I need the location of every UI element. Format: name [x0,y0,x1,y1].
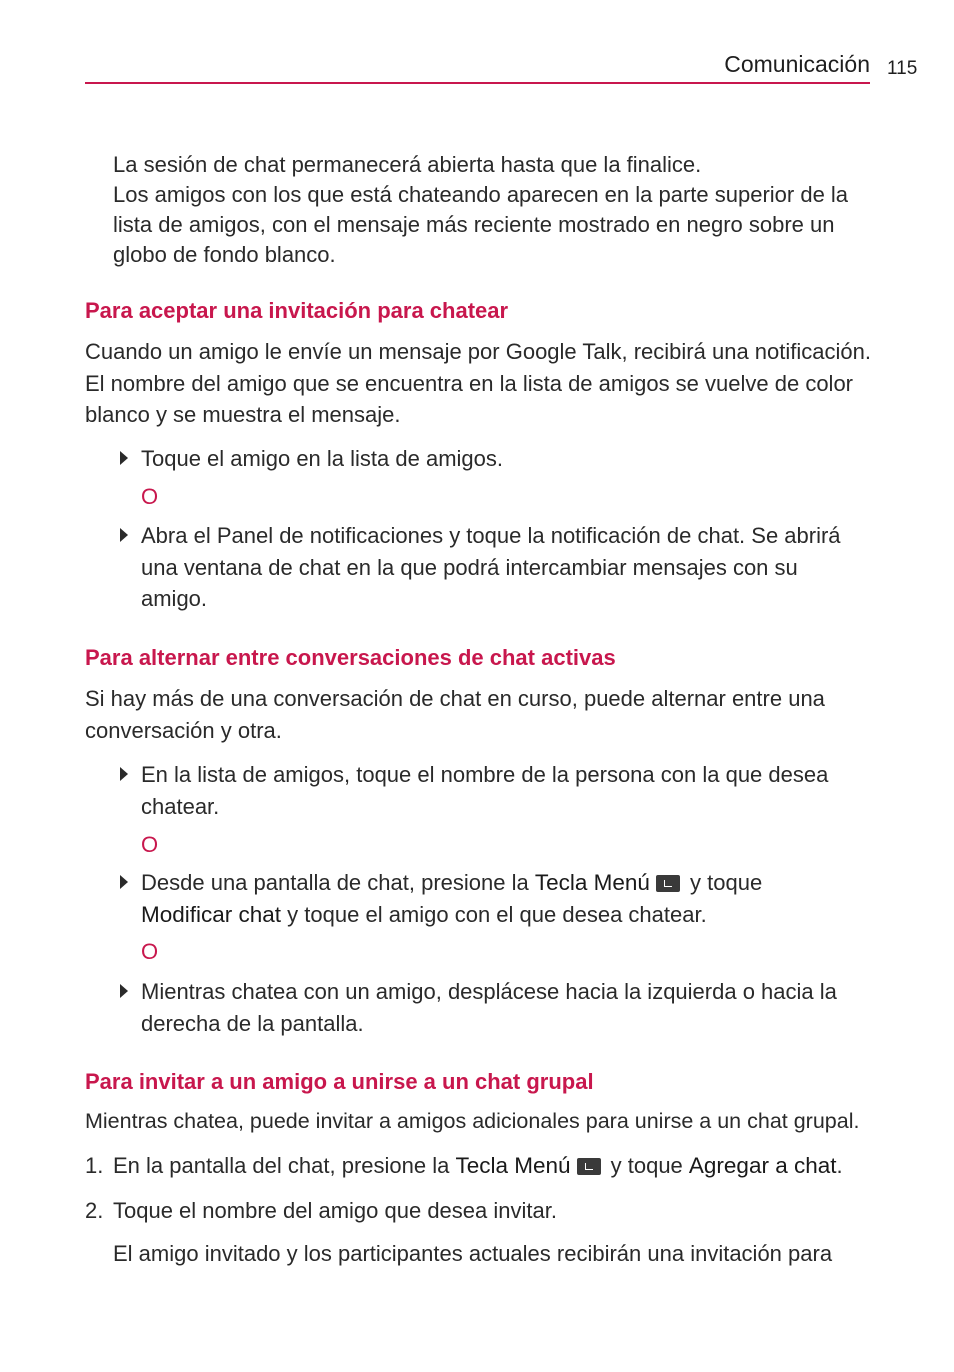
bullet-text-part: Desde una pantalla de chat, presione la [141,870,535,895]
or-separator: O [141,939,159,964]
heading-invite-group-chat: Para invitar a un amigo a unirse a un chat grupal [85,1069,594,1094]
step-number: 1. [85,1153,104,1178]
or-separator: O [141,484,159,509]
step-note: El amigo invitado y los participantes actuales recibirán una invitación para [113,1241,833,1266]
bullet-arrow-icon [120,984,128,998]
step-text-part: . [836,1153,843,1178]
step-text-part: y toque [604,1153,689,1178]
bullet-arrow-icon [120,451,128,465]
or-separator: O [141,832,159,857]
bullet-arrow-icon [120,767,128,781]
heading-accept-invitation: Para aceptar una invitación para chatear [85,298,509,323]
step-number: 2. [85,1198,104,1223]
step-text [113,1151,873,1181]
accept-body: Cuando un amigo le envíe un mensaje por Google Talk, recibirá una notificación. El nombre del amigo que se encuentra en la lista de amigos se vuelve de color blanco y se muestra el mensaje. [85,339,871,427]
add-to-chat-label: Agregar a chat [688,1153,837,1178]
page-number: 115 [887,58,918,79]
menu-key-label: Tecla Menú [534,870,650,895]
intro-line-2: Los amigos con los que está chateando aparecen en la parte superior de la lista de amigos, con el mensaje más reciente mostrado en negro sobre un globo de fondo blanco. [113,182,849,267]
modify-chat-label: Modificar chat [141,901,282,927]
bullet-text: Abra el Panel de notificaciones y toque la notificación de chat. Se abrirá una ventana de chat en la que podrá intercambiar mensajes con su amigo. [141,523,841,611]
bullet-text [141,867,876,930]
page-header [85,48,870,84]
bullet-arrow-icon [120,875,128,889]
step-text-part: En la pantalla del chat, presione la [113,1153,456,1178]
bullet-arrow-icon [120,528,128,542]
bullet-text: Toque el amigo en la lista de amigos. [141,446,503,471]
switch-body: Si hay más de una conversación de chat en curso, puede alternar entre una conversación y otra. [85,686,825,743]
intro-line-1: La sesión de chat permanecerá abierta hasta que la finalice. [113,152,702,177]
bullet-text-part: y toque el amigo con el que desea chatear. [281,901,707,927]
heading-switch-conversations: Para alternar entre conversaciones de chat activas [85,645,616,670]
step-text: Toque el nombre del amigo que desea invitar. [113,1198,557,1223]
invite-body: Mientras chatea, puede invitar a amigos adicionales para unirse a un chat grupal. [85,1109,860,1133]
bullet-text: En la lista de amigos, toque el nombre de la persona con la que desea chatear. [141,762,829,819]
menu-key-label: Tecla Menú [455,1153,571,1178]
bullet-text: Mientras chatea con un amigo, desplácese hacia la izquierda o hacia la derecha de la pantalla. [141,979,837,1036]
menu-key-icon [577,1158,601,1175]
section-title: Comunicación [724,51,870,77]
bullet-text-part: y toque [683,870,763,895]
menu-key-icon [656,875,680,892]
